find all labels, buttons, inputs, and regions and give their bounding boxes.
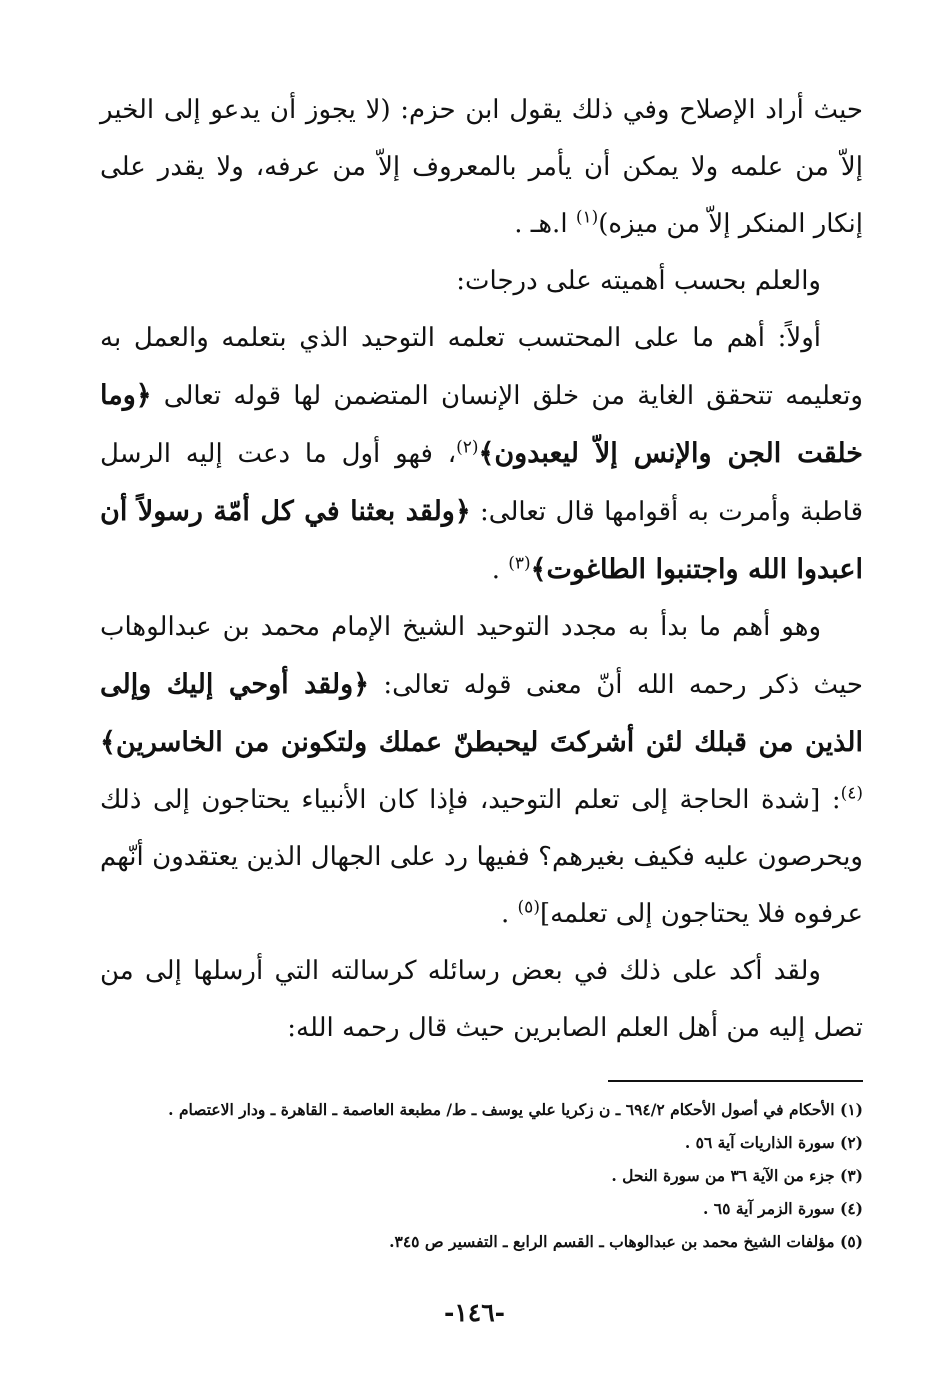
text-segment: : [شدة الحاجة إلى تعلم التوحيد، فإذا كان الأنبياء يحتاجون إلى ذلك ويحرصون عليه فكيف بغيرهم؟ ففيها رد على الجهال الذين يعتقدون أنّهم عرفوه فلا يحتاجون إلى تعلمه] — [100, 785, 863, 929]
text-segment: . — [491, 555, 509, 585]
text-segment: ا.هـ . — [514, 209, 576, 239]
text-segment: . — [501, 899, 518, 929]
page-number: -١٤٦- — [443, 1298, 506, 1327]
footnote-reference: (٤) — [840, 783, 863, 804]
footnote: (١) الأحكام في أصول الأحكام ٦٩٤/٢ ـ ن زكريا علي يوسف ـ ط/ مطبعة العاصمة ـ القاهرة ـ ودار الاعتصام . — [168, 1100, 863, 1119]
text-segment: حيث أراد الإصلاح وفي ذلك يقول ابن حزم: (لا يجوز أن يدعو إلى الخير إلاّ من علمه ولا يمكن أن يأمر بالمعروف إلاّ من عرفه، ولا يقدر على إنكار المنكر إلاّ من ميزه) — [100, 95, 863, 239]
footnote-separator — [608, 1080, 863, 1082]
text-segment: والعلم بحسب أهميته على درجات: — [456, 266, 821, 296]
quran-verse: ﴿وما خلقت الجن والإنس إلاّ ليعبدون﴾ — [100, 380, 863, 469]
footnote: (٢) سورة الذاريات آية ٥٦ . — [684, 1133, 863, 1152]
paragraph — [100, 599, 863, 943]
footnote-reference: (٥) — [517, 897, 540, 918]
footnote: (٣) جزء من الآية ٣٦ من سورة النحل . — [611, 1166, 863, 1185]
footnote: (٤) سورة الزمر آية ٦٥ . — [702, 1199, 863, 1218]
text-segment: ، فهو أول ما دعت إليه الرسل قاطبة وأمرت به أقوامها قال تعالى: — [100, 439, 863, 527]
quran-verse: ﴿ولقد أوحي إليك وإلى الذين من قبلك لئن أشركتَ ليحبطنّ عملك ولتكونن من الخاسرين﴾ — [100, 669, 863, 758]
footnote-reference: (١) — [575, 207, 599, 228]
text-segment: وهو أهم ما بدأ به مجدد التوحيد الشيخ الإمام محمد بن عبدالوهاب حيث ذكر رحمه الله أنّ معنى قوله تعالى: — [100, 612, 863, 700]
paragraph — [100, 943, 863, 1057]
paragraph — [100, 82, 863, 253]
footnote-reference: (٢) — [456, 437, 479, 458]
footnote: (٥) مؤلفات الشيخ محمد بن عبدالوهاب ـ القسم الرابع ـ التفسير ص ٣٤٥. — [389, 1232, 863, 1251]
quran-verse: ﴿ولقد بعثنا في كل أمّة رسولاً أن اعبدوا الله واجتنبوا الطاغوت﴾ — [100, 496, 863, 585]
footnotes — [100, 1093, 863, 1258]
paragraph — [100, 253, 863, 310]
text-segment: ولقد أكد على ذلك في بعض رسائله كرسالته التي أرسلها إلى من تصل إليه من أهل العلم الصابرين حيث قال رحمه الله: — [100, 956, 863, 1043]
paragraph — [100, 310, 863, 599]
footnote-reference: (٣) — [508, 553, 531, 574]
text-segment: أولاً: أهم ما على المحتسب تعلمه التوحيد الذي بتعلمه والعمل به وتعليمه تتحقق الغاية من خلق الإنسان المتضمن لها قوله تعالى — [100, 323, 863, 411]
main-text — [100, 82, 863, 1057]
